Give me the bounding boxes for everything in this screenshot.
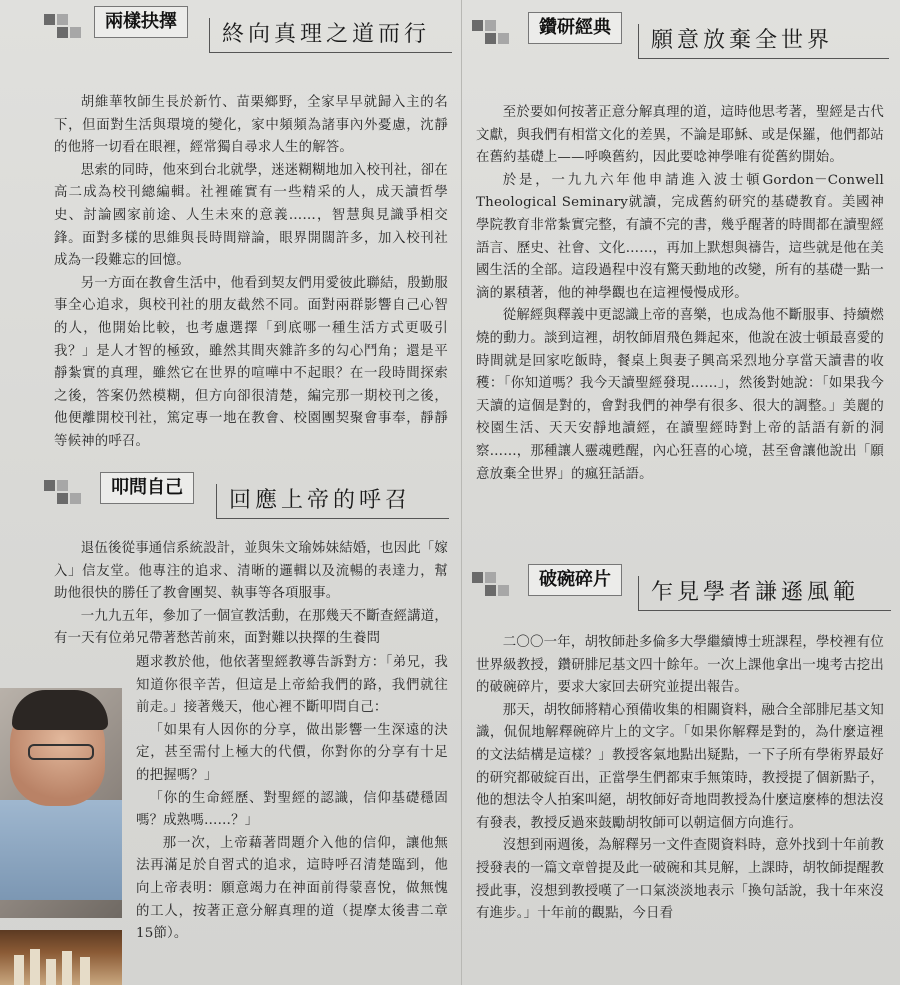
article-section-fragment <box>476 632 884 926</box>
photo-shirt <box>0 800 122 900</box>
section-header-fragment <box>472 562 892 612</box>
quote: 「如果有人因你的分享，做出影響一生深遠的決定，甚至需付上極大的代價，你對你的分享有十足的把握嗎？」 <box>136 722 448 783</box>
section-subtitle: 願意放棄全世界 <box>638 24 889 59</box>
decor-square <box>485 33 496 44</box>
decor-square <box>57 493 68 504</box>
bookshelf-photo <box>0 930 122 985</box>
decor-square <box>472 20 483 31</box>
paragraph: 退伍後從事通信系統設計，並與朱文瑜姊妹結婚，也因此「嫁入」信友堂。他專注的追求、清晰的邏輯以及流暢的表達力，幫助他很快的勝任了教會團契、執事等各項服事。 <box>54 541 448 602</box>
paragraph: 於是，一九九六年他申請進入波士頓Gordon－Conwell Theological Seminary就讀，完成舊約研究的基礎教育。美國神學院教育非常紮實完整，有讀不完的書，幾乎醒著的時間都在讀聖經語言、歷史、社會、文化……，再加上默想與禱告，這些就是他在美國生活的全部。這段過程中沒有驚天動地的改變，所有的基礎一點一滴的累積著，他的神學觀也在這裡慢慢成形。 <box>476 172 884 301</box>
quote: 「你的生命經歷、對聖經的認識，信仰基礎穩固嗎？成熟嗎……？」 <box>136 790 448 829</box>
photo-book <box>30 949 40 985</box>
photo-book <box>14 955 24 985</box>
decor-square <box>70 27 81 38</box>
decor-square <box>57 27 68 38</box>
section-subtitle: 終向真理之道而行 <box>209 18 452 53</box>
paragraph: 那天，胡牧師將精心預備收集的相關資料，融合全部腓尼基文知識，侃侃地解釋碗碎片上的文字。「如果你解釋是對的，為什麼這裡的文法結構是這樣？」教授客氣地點出疑點，一下子所有學術界最好的研究都破綻百出，正當學生們都束手無策時，教授提了個新點子，他的想法令人拍案叫絕，胡牧師好奇地問教授為什麼這麼棒的想法沒有發表，教授反過來鼓勵胡牧師可以朝這個方向進行。 <box>476 702 884 831</box>
decor-square <box>498 585 509 596</box>
article-section-ask-self-cont <box>136 652 448 946</box>
paragraph: 那一次，上帝藉著問題介入他的信仰，讓他無法再滿足於自習式的追求，這時呼召清楚臨到，他向上帝表明：願意竭力在神面前得蒙喜悅，做無愧的工人，按著正意分解真理的道（提摩太後書二章15節）。 <box>136 835 448 942</box>
decor-square <box>498 33 509 44</box>
photo-hair <box>12 690 108 730</box>
article-section-ask-self <box>54 538 448 651</box>
photo-book <box>80 957 90 985</box>
paragraph: 二〇〇一年，胡牧師赴多倫多大學繼續博士班課程，學校裡有位世界級教授，鑽研腓尼基文四十餘年。一次上課他拿出一塊考古挖出的破碗碎片，要求大家回去研究並提出報告。 <box>476 635 884 696</box>
photo-book <box>62 951 72 985</box>
decor-square <box>44 14 55 25</box>
column-divider <box>461 0 462 985</box>
article-section-choice <box>54 92 448 454</box>
paragraph: 題求教於他，他依著聖經教導告訴對方：「弟兄，我知道你很辛苦，但這是上帝給我們的路，我們就往前走。」接著幾天，他心裡不斷叩問自己： <box>136 655 448 716</box>
photo-book <box>46 959 56 985</box>
photo-glasses <box>28 744 94 760</box>
decor-square <box>57 14 68 25</box>
decor-square <box>472 572 483 583</box>
decor-square <box>485 20 496 31</box>
article-section-study <box>476 102 884 486</box>
section-tag: 破碗碎片 <box>528 564 622 596</box>
decor-square <box>57 480 68 491</box>
section-header-choice <box>44 4 454 54</box>
section-subtitle: 乍見學者謙遜風範 <box>638 576 891 611</box>
paragraph: 另一方面在教會生活中，他看到契友們用愛彼此聯結，殷勤服事全心追求，與校刊社的朋友截然不同。面對兩群影響自己心智的人，他開始比較，也考慮選擇「到底哪一種生活方式更吸引我？」是人才智的極致，雖然其間夾雜許多的勾心鬥角；還是平靜紮實的真理，雖然它在世界的喧嘩中不起眼？在一段時間探索之後，答案仍然模糊，但方向卻很清楚，編完那一期校刊之後，他便離開校刊社，篤定專一地在教會、校園團契聚會事奉，靜靜等候神的呼召。 <box>54 275 448 449</box>
section-tag: 叩問自己 <box>100 472 194 504</box>
section-header-ask-self <box>44 470 454 520</box>
section-tag: 兩樣抉擇 <box>94 6 188 38</box>
section-tag: 鑽研經典 <box>528 12 622 44</box>
paragraph: 思索的同時，他來到台北就學，迷迷糊糊地加入校刊社，卻在高二成為校刊總編輯。社裡確實有一些精采的人，成天讀哲學史、討論國家前途、人生未來的意義……，智慧與見識爭相交鋒。面對多樣的思維與長時間辯論，眼界開闊許多，加入校刊社成為一段難忘的回憶。 <box>54 162 448 269</box>
decor-square <box>70 493 81 504</box>
paragraph: 一九九五年，參加了一個宣教活動，在那幾天不斷查經講道，有一天有位弟兄帶著愁苦前來，面對難以抉擇的生養問 <box>54 608 448 647</box>
paragraph: 胡維華牧師生長於新竹、苗栗鄉野，全家早早就歸入主的名下，但面對生活與環境的變化，家中頻頻為諸事內外憂慮，沈靜的他將一切看在眼裡，經常獨自尋求人生的解答。 <box>54 95 448 156</box>
paragraph: 從解經與釋義中更認識上帝的喜樂，也成為他不斷服事、持續燃燒的動力。談到這裡，胡牧師眉飛色舞起來，他說在波士頓最喜愛的時間就是回家吃飯時，餐桌上與妻子興高采烈地分享當天讀書的收穫：「你知道嗎？我今天讀聖經發現……」，然後對她說：「如果我今天讀的這個是對的，會對我們的神學有很多、很大的調整。」美麗的校園生活、天天安靜地讀經，在讀聖經時對上帝的話語有新的洞察……，那種讓人靈魂甦醒，內心狂喜的心境，甚至會讓他說出「願意放棄全世界」的瘋狂話語。 <box>476 308 884 482</box>
section-subtitle: 回應上帝的呼召 <box>216 484 449 519</box>
decor-square <box>485 585 496 596</box>
decor-square <box>485 572 496 583</box>
right-column <box>464 0 900 985</box>
decor-square <box>44 480 55 491</box>
pastor-portrait-photo <box>0 688 122 918</box>
paragraph: 至於要如何按著正意分解真理的道，這時他思考著，聖經是古代文獻，與我們有相當文化的差異，不論是耶穌、或是保羅，他們都站在舊約基礎上——呼喚舊約，因此要唸神學唯有從舊約開始。 <box>476 105 884 166</box>
paragraph: 沒想到兩週後，為解釋另一文件查閱資料時，意外找到十年前教授發表的一篇文章曾提及此一破碗和其見解，上課時，胡牧師提醒教授此事，沒想到教授嘆了一口氣淡淡地表示「換句話說，我十年來沒有進步。」十年前的觀點，今日看 <box>476 838 884 922</box>
section-header-study <box>472 10 892 60</box>
